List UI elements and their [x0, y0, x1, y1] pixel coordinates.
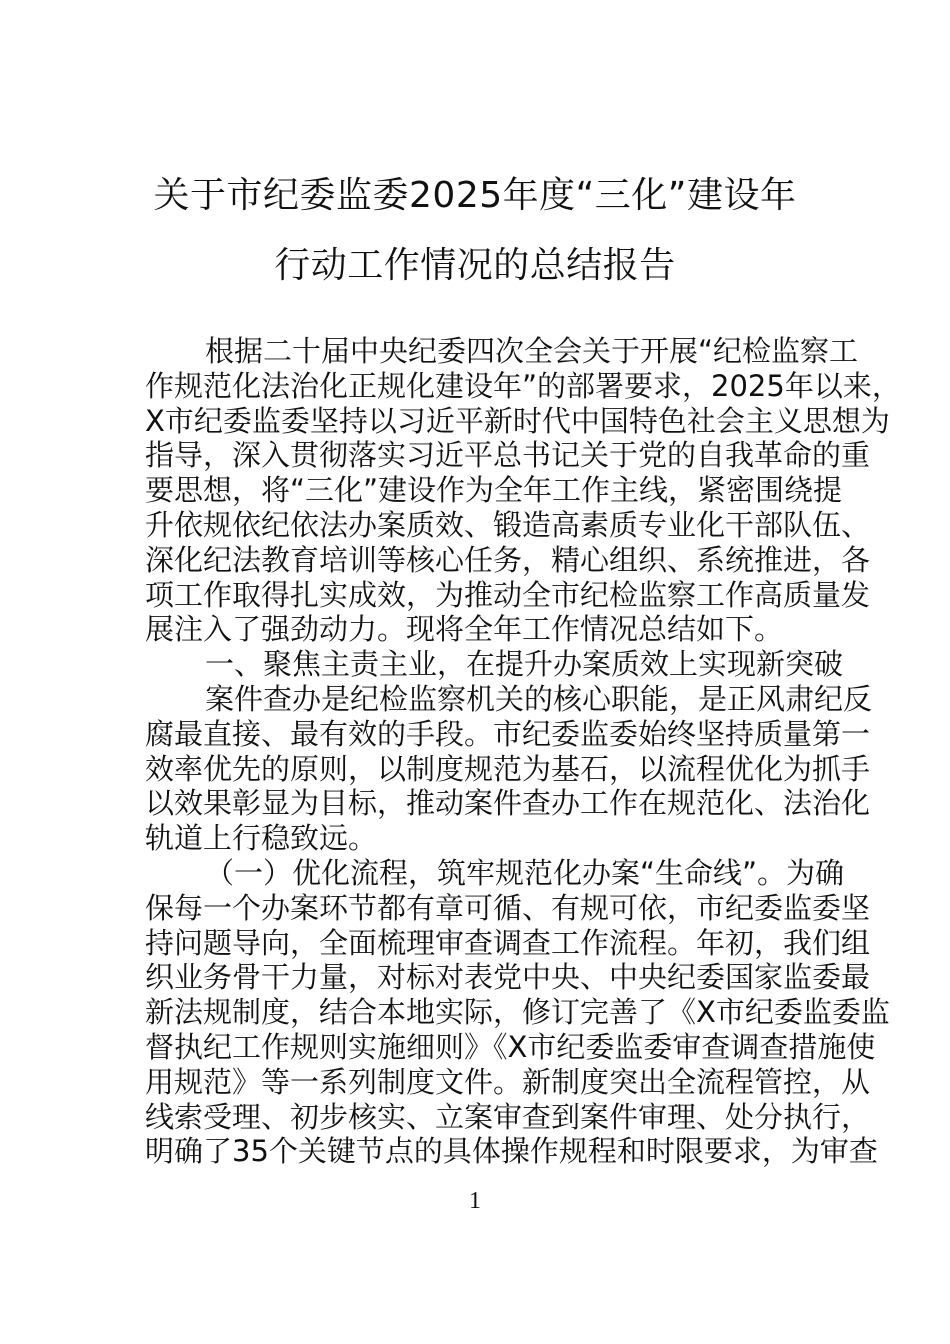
page-number: 1: [469, 1188, 481, 1214]
paragraph-line: 新法规制度，结合本地实际，修订完善了《X市纪委监委监: [145, 995, 890, 1030]
paragraph-line: 用规范》等一系列制度文件。新制度突出全流程管控，从: [145, 1064, 871, 1099]
paragraph-line: 深化纪法教育培训等核心任务，精心组织、系统推进，各: [145, 542, 871, 577]
paragraph-line: 升依规依纪依法办案质效、锻造高素质专业化干部队伍、: [145, 507, 871, 542]
paragraph-line: 展注入了强劲动力。现将全年工作情况总结如下。: [145, 612, 784, 647]
paragraph-line: 轨道上行稳致远。: [145, 821, 378, 856]
subsection-heading-line: （一）优化流程，筑牢规范化办案“生命线”。为确: [205, 855, 845, 890]
paragraph-line: 织业务骨干力量，对标对表党中央、中央纪委国家监委最: [145, 960, 871, 995]
section-heading: 一、聚焦主责主业，在提升办案质效上实现新突破: [205, 647, 844, 682]
paragraph-line: X市纪委监委坚持以习近平新时代中国特色社会主义思想为: [145, 403, 890, 438]
paragraph-line: 线索受理、初步核实、立案审查到案件审理、处分执行，: [145, 1099, 871, 1134]
document-title-line-2: 行动工作情况的总结报告: [274, 245, 676, 286]
paragraph-line: 督执纪工作规则实施细则》《X市纪委监委审查调查措施使: [145, 1029, 876, 1064]
paragraph-line: 明确了35个关键节点的具体操作规程和时限要求，为审查: [145, 1134, 878, 1169]
paragraph-line: 持问题导向，全面梳理审查调查工作流程。年初，我们组: [145, 925, 871, 960]
document-title-line-1: 关于市纪委监委2025年度“三化”建设年: [153, 175, 797, 216]
paragraph-line: 以效果彰显为目标，推动案件查办工作在规范化、法治化: [145, 786, 871, 821]
paragraph-line: 指导，深入贯彻落实习近平总书记关于党的自我革命的重: [145, 438, 871, 473]
paragraph-line: 项工作取得扎实成效，为推动全市纪检监察工作高质量发: [145, 577, 871, 612]
paragraph-line: 腐最直接、最有效的手段。市纪委监委始终坚持质量第一: [145, 716, 871, 751]
paragraph-line: 作规范化法治化正规化建设年”的部署要求，2025年以来，: [145, 368, 901, 403]
document-body: [145, 334, 901, 1169]
paragraph-line: 保每一个办案环节都有章可循、有规可依，市纪委监委坚: [145, 890, 871, 925]
paragraph-line: 案件查办是纪检监察机关的核心职能，是正风肃纪反: [205, 681, 873, 716]
paragraph-line: 效率优先的原则，以制度规范为基石，以流程优化为抓手: [145, 751, 871, 786]
paragraph-line: 根据二十届中央纪委四次全会关于开展“纪检监察工: [205, 334, 859, 368]
paragraph-line: 要思想，将“三化”建设作为全年工作主线，紧密围绕提: [145, 473, 843, 508]
